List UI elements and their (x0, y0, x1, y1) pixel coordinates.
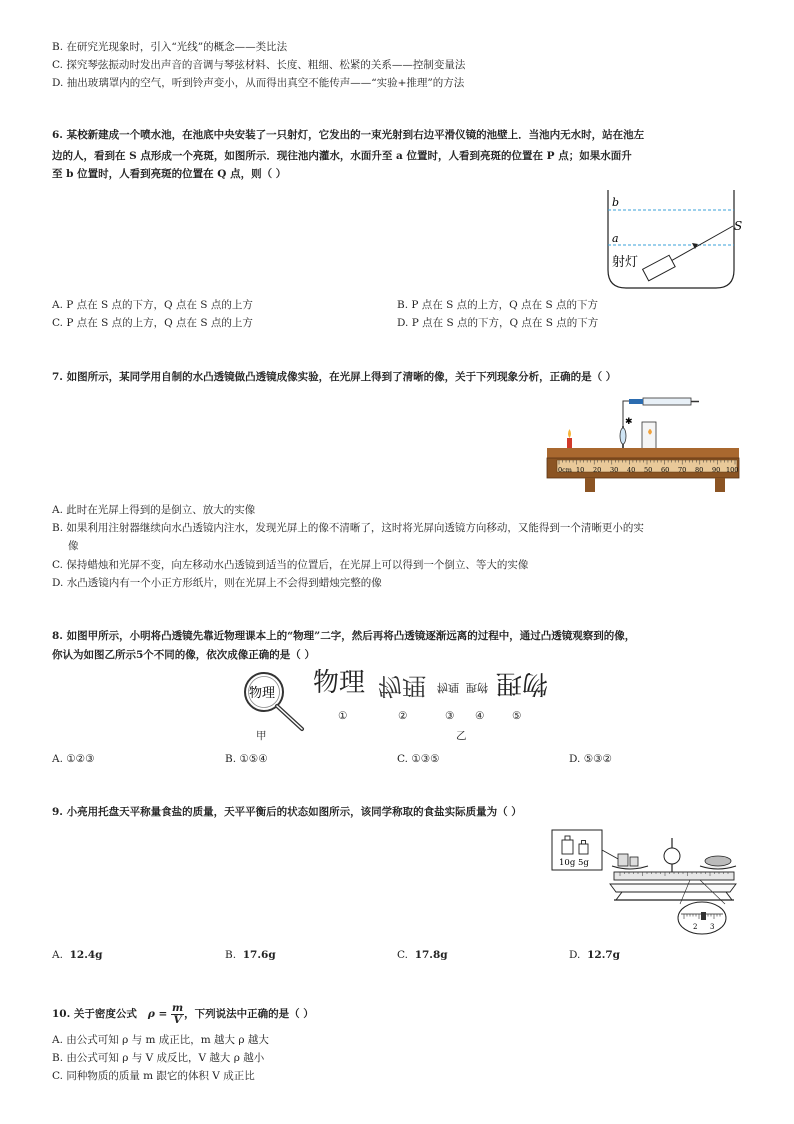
q6-stem-line1: 6. 某校新建成一个喷水池，在池底中央安装了一只射灯，它发出的一束光射到右边平滑仪镜的池壁上．当池内无水时，站在池左 (52, 129, 645, 141)
q7-option-a[interactable]: A. 此时在光屏上得到的是倒立、放大的实像 (52, 504, 256, 516)
q7-optical-bench-figure (545, 392, 741, 494)
q10-formula-rho: ρ (147, 1008, 155, 1020)
q7-option-b-line2[interactable]: 像 (68, 540, 79, 552)
q9-weights-label: 10g 5g (559, 858, 589, 868)
q6-pool-figure (600, 188, 745, 293)
q8-magnifier-figure (238, 668, 313, 733)
q6-option-b[interactable]: B. P 点在 S 点的上方，Q 点在 S 点的下方 (397, 299, 598, 311)
svg-text:✱: ✱ (625, 417, 633, 427)
q8-image-1: 物理 (313, 668, 366, 698)
q6-option-c[interactable]: C. P 点在 S 点的上方，Q 点在 S 点的上方 (52, 317, 253, 329)
option-b-prev: B. 在研究光现象时，引入“光线”的概念——类比法 (52, 41, 288, 53)
q7-option-b-line1[interactable]: B. 如果利用注射器继续向水凸透镜内注水，发现光屏上的像不清晰了，这时将光屏向透镜方向移动，又能得到一个清晰更小的实 (52, 522, 644, 534)
q9-option-b[interactable] (225, 948, 276, 962)
q9-ruler-num-3: 3 (710, 923, 715, 931)
q10-formula-eq: = (158, 1008, 168, 1020)
scale-label: 60 (661, 466, 670, 474)
q8-option-c[interactable]: C. ①③⑤ (397, 753, 440, 765)
q10-stem-prefix: 10. 关于密度公式 (52, 1008, 137, 1020)
q8-stem-line1: 8. 如图甲所示，小明将凸透镜先靠近物理课本上的“物理”二字，然后再将凸透镜逐渐远离的过程中，通过凸透镜观察到的像， (52, 630, 636, 642)
q8-image-4: 物理 (466, 681, 488, 694)
q6-stem-line3: 至 b 位置时，人看到亮斑的位置在 Q 点，则（ ） (52, 168, 287, 180)
q8-stem-line2: 你认为如图乙所示5个不同的像，依次成像正确的是（ ） (52, 649, 315, 661)
q8-image-3: 物理 (437, 681, 459, 694)
q8-lens-text: 物理 (249, 686, 276, 701)
scale-label: 80 (695, 466, 704, 474)
q9-stem: 9. 小亮用托盘天平称量食盐的质量，天平平衡后的状态如图所示，该同学称取的食盐实际质量为（ ） (52, 806, 522, 818)
option-d-prev: D. 抽出玻璃罩内的空气，听到铃声变小，从而得出真空不能传声——“实验+推理”的方法 (52, 77, 465, 89)
scale-label: 0cm (558, 466, 572, 474)
q8-image-2: 物理 (378, 672, 426, 700)
q10-option-a[interactable]: A. 由公式可知 ρ 与 m 成正比，m 越大 ρ 越大 (52, 1034, 269, 1046)
q6-stem-line2: 边的人，看到在 S 点形成一个亮斑，如图所示．现往池内灌水，水面升至 a 位置时，人看到亮斑的位置在 P 点；如果水面升 (52, 150, 632, 162)
scale-label: 100 (726, 466, 739, 474)
q8-option-a[interactable]: A. ①②③ (52, 753, 95, 765)
q10-formula-denominator: V (173, 1013, 182, 1026)
q9-option-c[interactable] (397, 948, 448, 962)
q8-option-b[interactable]: B. ①⑤④ (225, 753, 268, 765)
q10-formula-fraction (171, 1003, 184, 1026)
scale-label: 50 (644, 466, 653, 474)
q9-option-c-value: 17.8g (414, 949, 448, 961)
q8-num-1: ① (338, 710, 348, 722)
q6-label-lamp: 射灯 (612, 255, 639, 270)
q9-option-d-value: 12.7g (587, 949, 620, 961)
q8-label-yi: 乙 (456, 730, 467, 742)
q9-option-b-value: 17.6g (242, 949, 276, 961)
q6-option-a[interactable]: A. P 点在 S 点的下方，Q 点在 S 点的上方 (52, 299, 253, 311)
scale-label: 30 (610, 466, 619, 474)
q8-num-2: ② (398, 710, 408, 722)
q7-option-c[interactable]: C. 保持蜡烛和光屏不变，向左移动水凸透镜到适当的位置后，在光屏上可以得到一个倒立、等大的实像 (52, 559, 529, 571)
q10-stem (52, 1001, 314, 1027)
q8-image-5: 物理 (496, 668, 549, 698)
option-letter: A. (52, 949, 63, 961)
q10-option-c[interactable]: C. 同种物质的质量 m 跟它的体积 V 成正比 (52, 1070, 255, 1082)
q9-option-a[interactable] (52, 948, 103, 962)
q7-option-d[interactable]: D. 水凸透镜内有一个小正方形纸片，则在光屏上不会得到蜡烛完整的像 (52, 577, 382, 589)
scale-label: 90 (712, 466, 721, 474)
scale-label: 20 (593, 466, 602, 474)
q9-ruler-num-2: 2 (693, 923, 698, 931)
option-letter: D. (569, 949, 581, 961)
q9-option-d[interactable] (569, 948, 620, 962)
scale-label: 70 (678, 466, 687, 474)
q8-label-jia: 甲 (256, 730, 267, 742)
q6-label-b: b (612, 196, 620, 209)
q7-stem: 7. 如图所示，某同学用自制的水凸透镜做凸透镜成像实验，在光屏上得到了清晰的像，关于下列现象分析，正确的是（ ） (52, 371, 617, 383)
scale-label: 40 (627, 466, 636, 474)
option-c-prev: C. 探究琴弦振动时发出声音的音调与琴弦材料、长度、粗细、松紧的关系——控制变量法 (52, 59, 466, 71)
q6-label-s: S (734, 219, 743, 233)
q9-option-a-value: 12.4g (69, 949, 103, 961)
scale-label: 10 (576, 466, 585, 474)
option-letter: B. (225, 949, 237, 961)
q6-option-d[interactable]: D. P 点在 S 点的下方，Q 点在 S 点的下方 (397, 317, 599, 329)
q8-option-d[interactable]: D. ⑤③② (569, 753, 612, 765)
option-letter: C. (397, 949, 408, 961)
q10-stem-suffix: ，下列说法中正确的是（ ） (184, 1008, 314, 1020)
q8-num-4: ④ (475, 710, 485, 722)
q8-num-3: ③ (445, 710, 455, 722)
q10-formula-numerator: m (172, 1001, 184, 1014)
q8-num-5: ⑤ (512, 710, 522, 722)
q10-option-b[interactable]: B. 由公式可知 ρ 与 V 成反比，V 越大 ρ 越小 (52, 1052, 265, 1064)
q6-label-a: a (612, 232, 619, 245)
q9-balance-figure (550, 826, 742, 936)
